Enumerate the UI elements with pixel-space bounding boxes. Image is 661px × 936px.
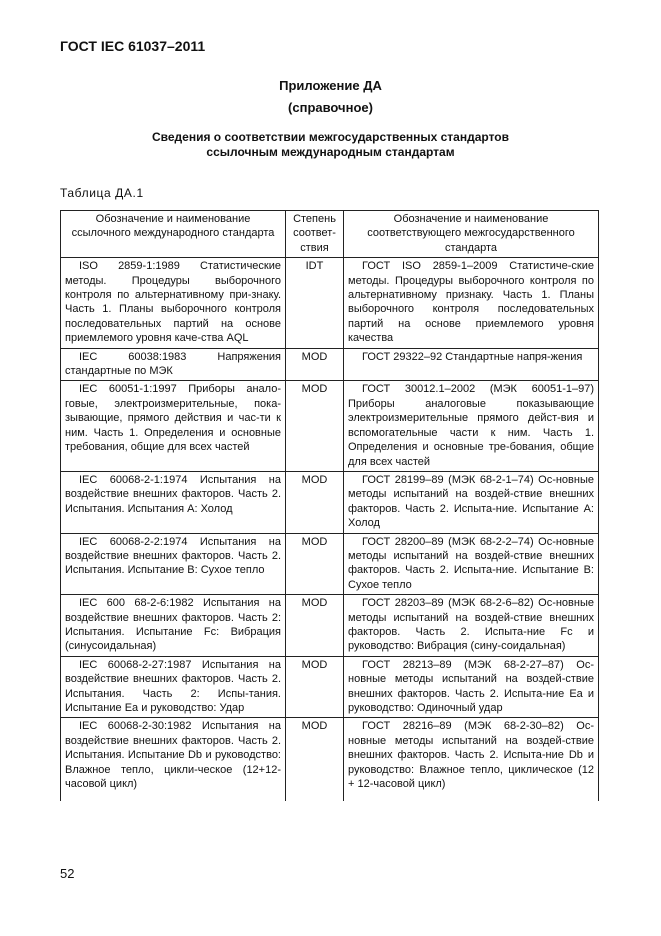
table-row <box>61 258 599 348</box>
cell-degree: IDT <box>286 258 344 348</box>
table-row <box>61 656 599 718</box>
cell-international-standard: ISO 2859-1:1989 Статистические методы. Процедуры выборочного контроля по альтернативному при-знаку. Часть 1. Планы выборочного контроля последовательных партий на основе приемлемого уровня каче-ства AQL <box>61 258 286 348</box>
cell-international-standard: IEC 60068-2-27:1987 Испытания на воздействие внешних факторов. Часть 2. Испытания. Часть 2: Испы-тания. Испытание Еа и руководство: Удар <box>61 656 286 718</box>
cell-national-standard: ГОСТ 28199–89 (МЭК 68-2-1–74) Ос-новные методы испытаний на воздей-ствие внешних факторов. Часть 2. Испыта-ние. Испытание А: Холод <box>344 471 599 533</box>
cell-national-standard: ГОСТ 28200–89 (МЭК 68-2-2–74) Ос-новные методы испытаний на воздей-ствие внешних факторов. Часть 2. Испыта-ние. Испытание В: Сухое тепло <box>344 533 599 595</box>
column-header-international: Обозначение и наименование ссылочного международного стандарта <box>61 211 286 258</box>
column-header-degree: Степень соответ-ствия <box>286 211 344 258</box>
cell-international-standard: IEC 60068-2-30:1982 Испытания на воздействие внешних факторов. Часть 2. Испытания. Испытание Db и руководство: Влажное тепло, цикли-ческое (12+12-часовой цикл) <box>61 718 286 802</box>
cell-international-standard: IEC 60068-2-1:1974 Испытания на воздействие внешних факторов. Часть 2. Испытания. Испытания А: Холод <box>61 471 286 533</box>
page-number: 52 <box>60 866 75 881</box>
appendix-title: Приложение ДА <box>279 78 382 93</box>
cell-international-standard: IEC 600 68-2-6:1982 Испытания на воздействие внешних факторов. Часть 2: Испытания. Испытание Fc: Вибрация (синусоидальная) <box>61 595 286 657</box>
column-header-national: Обозначение и наименование соответствующего межгосударственного стандарта <box>344 211 599 258</box>
table-row <box>61 533 599 595</box>
appendix-subtitle: (справочное) <box>288 100 373 115</box>
cell-national-standard: ГОСТ 28216–89 (МЭК 68-2-30–82) Ос-новные методы испытаний на воздей-ствие внешних факторов. Часть 2. Испыта-ние Db и руководство: Влажное тепло, циклическое (12 + 12-часовой цикл) <box>344 718 599 802</box>
cell-degree: MOD <box>286 381 344 471</box>
table-header-row <box>61 211 599 258</box>
cell-national-standard: ГОСТ 28203–89 (МЭК 68-2-6–82) Ос-новные методы испытаний на воздей-ствие внешних факторов. Часть 2. Испыта-ние Fc и руководство: Вибрация (сину-соидальная) <box>344 595 599 657</box>
cell-degree: MOD <box>286 656 344 718</box>
table-row <box>61 595 599 657</box>
cell-national-standard: ГОСТ 30012.1–2002 (МЭК 60051-1–97) Приборы аналоговые показывающие электроизмерительные прямого дейст-вия и вспомогательные части к ним. Часть 1. Определения и основные тре-бования, общие для всех частей <box>344 381 599 471</box>
cell-national-standard: ГОСТ 28213–89 (МЭК 68-2-27–87) Ос-новные методы испытаний на воздей-ствие внешних факторов. Часть 2. Испыта-ние Еа и руководство: Одиночный удар <box>344 656 599 718</box>
cell-international-standard: IEC 60068-2-2:1974 Испытания на воздействие внешних факторов. Часть 2. Испытания. Испытание В: Сухое тепло <box>61 533 286 595</box>
cell-degree: MOD <box>286 348 344 381</box>
cell-national-standard: ГОСТ 29322–92 Стандартные напря-жения <box>344 348 599 381</box>
section-heading-line-2: ссылочным международным стандартам <box>206 145 455 159</box>
document-header: ГОСТ IEC 61037–2011 <box>60 38 206 54</box>
table-row <box>61 471 599 533</box>
cell-degree: MOD <box>286 533 344 595</box>
section-heading-line-1: Сведения о соответствии межгосударственных стандартов <box>152 130 509 144</box>
cell-degree: MOD <box>286 595 344 657</box>
cell-national-standard: ГОСТ ISO 2859-1–2009 Статистиче-ские методы. Процедуры выборочного контроля по альтернативному признаку. Часть 1. Планы выборочного контроля последовательных партий на основе приемлемого уровня качества <box>344 258 599 348</box>
table-row <box>61 381 599 471</box>
table-label: Таблица ДА.1 <box>60 186 144 200</box>
section-heading <box>60 130 601 160</box>
table-row <box>61 718 599 802</box>
cell-degree: MOD <box>286 471 344 533</box>
cell-international-standard: IEC 60051-1:1997 Приборы анало-говые, электроизмерительные, пока-зывающие, прямого действия и час-ти к ним. Часть 1. Определения и основные требования, общие для всех частей <box>61 381 286 471</box>
correspondence-table <box>60 210 599 801</box>
table-row <box>61 348 599 381</box>
cell-degree: MOD <box>286 718 344 802</box>
cell-international-standard: IEC 60038:1983 Напряжения стандартные по МЭК <box>61 348 286 381</box>
